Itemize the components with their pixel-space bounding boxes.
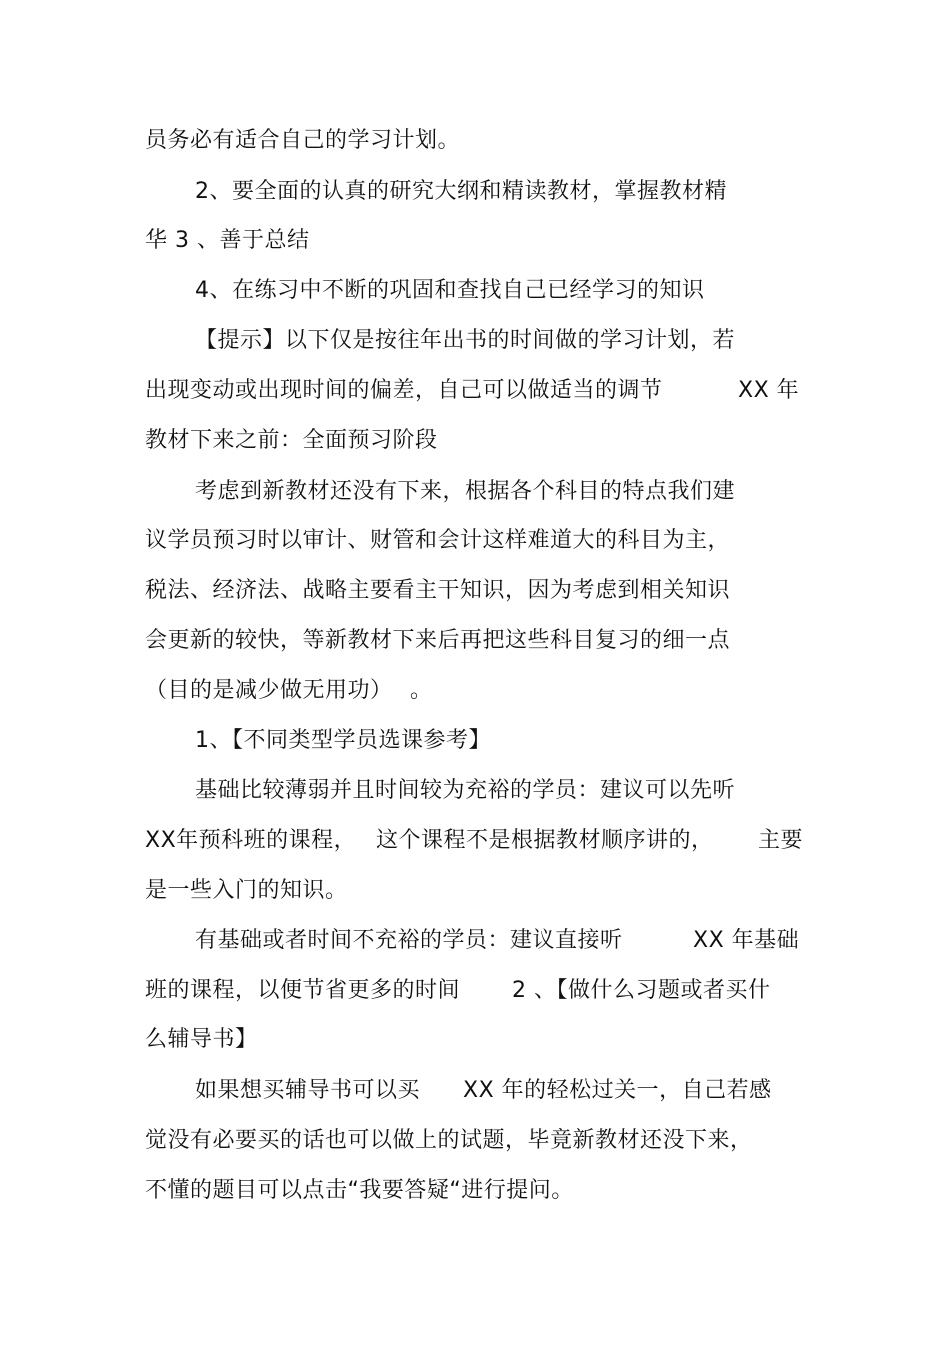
text-line: 2 、【做什么习题或者买什 <box>512 978 771 1003</box>
text-line: 考虑到新教材还没有下来，根据各个科目的特点我们建 <box>195 479 736 504</box>
text-line: 教材下来之前：全面预习阶段 <box>145 428 438 453</box>
text-line: 员务必有适合自己的学习计划。 <box>145 128 461 153</box>
text-line: 觉没有必要买的话也可以做上的试题，毕竟新教材还没下来， <box>145 1128 753 1153</box>
text-line: 。 <box>410 678 433 703</box>
text-line: 出现变动或出现时间的偏差，自己可以做适当的调节 <box>145 378 663 403</box>
text-line: XX 年基础 <box>693 928 800 953</box>
text-line: 如果想买辅导书可以买 <box>195 1078 421 1103</box>
text-line: 议学员预习时以审计、财管和会计这样难道大的科目为主， <box>145 528 731 553</box>
text-line: 班的课程，以便节省更多的时间 <box>145 978 461 1003</box>
text-line: 是一些入门的知识。 <box>145 878 348 903</box>
text-line: XX 年的轻松过关一，自己若感 <box>463 1078 772 1103</box>
text-line: 华 3 、善于总结 <box>145 228 310 253</box>
text-line: 主要 <box>758 828 804 853</box>
text-line: 1、【不同类型学员选课参考】 <box>195 728 491 753</box>
text-line: XX 年 <box>738 378 800 403</box>
text-line: 税法、经济法、战略主要看主干知识，因为考虑到相关知识 <box>145 578 731 603</box>
text-line: 不懂的题目可以点击“我要答疑“进行提问。 <box>145 1178 574 1203</box>
text-line: 这个课程不是根据教材顺序讲的， <box>376 828 714 853</box>
text-line: 【提示】以下仅是按往年出书的时间做的学习计划，若 <box>195 328 736 353</box>
text-line: （目的是减少做无用功） <box>145 678 393 703</box>
text-line: 2、要全面的认真的研究大纲和精读教材，掌握教材精 <box>195 179 727 204</box>
text-line: XX年预科班的课程， <box>145 828 357 853</box>
text-line: 4、在练习中不断的巩固和查找自己已经学习的知识 <box>195 278 705 303</box>
text-line: 么辅导书】 <box>145 1027 258 1052</box>
text-line: 基础比较薄弱并且时间较为充裕的学员：建议可以先听 <box>195 778 736 803</box>
text-line: 有基础或者时间不充裕的学员：建议直接听 <box>195 928 623 953</box>
text-line: 会更新的较快，等新教材下来后再把这些科目复习的细一点 <box>145 628 731 653</box>
